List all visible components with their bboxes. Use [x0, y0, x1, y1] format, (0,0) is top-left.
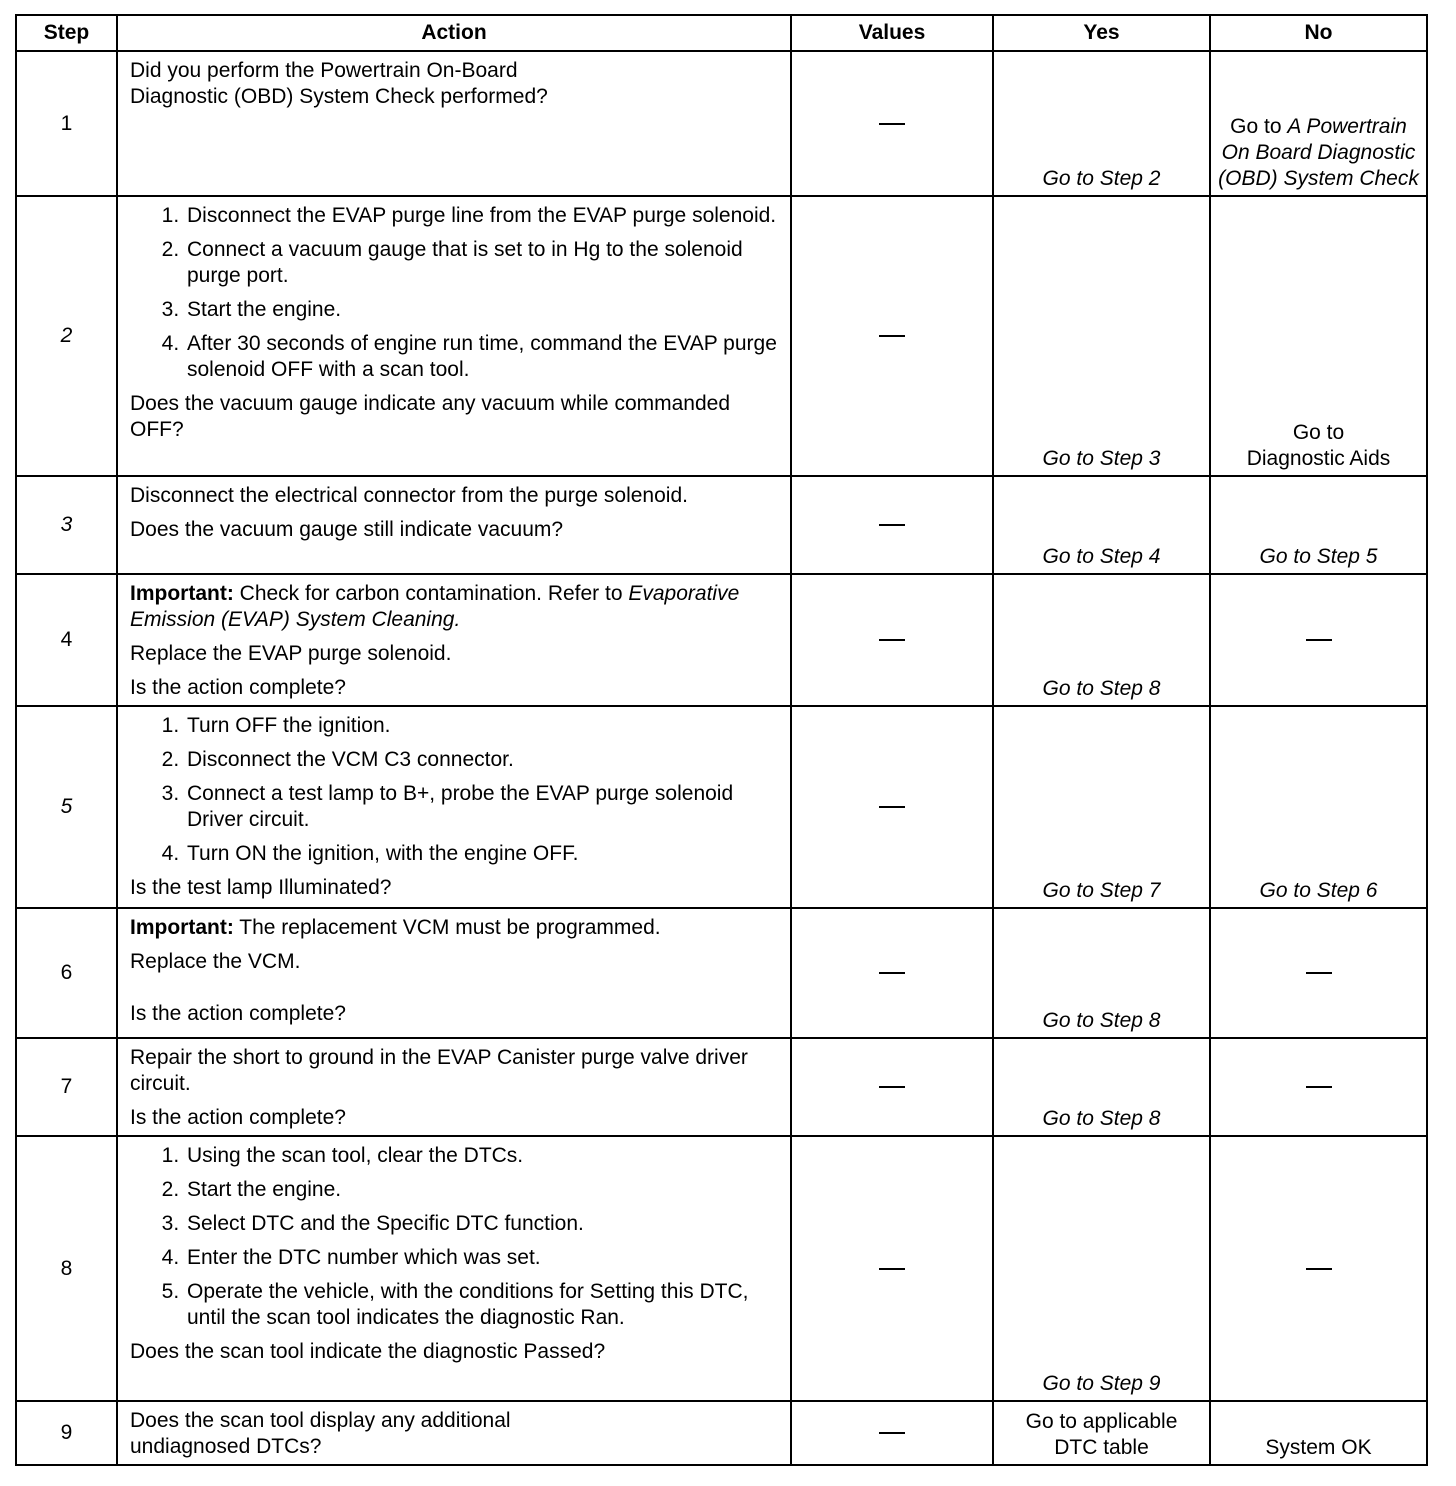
action-text: Replace the EVAP purge solenoid. — [130, 642, 452, 665]
action-item: 5. Operate the vehicle, with the conditions for Setting this DTC, until the scan tool indicates the diagnostic Ran. — [185, 1279, 780, 1331]
yes-cell — [993, 574, 1210, 706]
values-cell — [791, 706, 993, 908]
important-label: Important: — [130, 582, 234, 605]
action-list — [130, 1143, 780, 1331]
important-label: Important: — [130, 916, 234, 939]
no-cell — [1210, 196, 1427, 476]
dash-mark — [879, 335, 905, 337]
values-cell — [791, 1136, 993, 1401]
yes-result: Go to Step 7 — [1042, 879, 1161, 902]
values-cell — [791, 476, 993, 574]
no-result — [1211, 1256, 1426, 1282]
yes-cell — [993, 1136, 1210, 1401]
important-reference: Evaporative Emission (EVAP) System Cleaning. — [130, 582, 740, 631]
step-number: 5 — [16, 706, 117, 908]
values-cell — [791, 574, 993, 706]
action-question: Does the vacuum gauge still indicate vacuum? — [130, 518, 564, 541]
dash-mark — [879, 1432, 905, 1434]
no-result: Go to Step 6 — [1259, 879, 1378, 902]
table-row-step-6 — [16, 908, 1427, 1038]
action-cell — [117, 1136, 791, 1401]
yes-result: Go to Step 8 — [1042, 1009, 1161, 1032]
table-row-step-8 — [16, 1136, 1427, 1401]
action-cell — [117, 908, 791, 1038]
yes-result: Go to Step 9 — [1042, 1372, 1161, 1395]
spacer — [130, 983, 780, 1001]
dash-mark — [879, 524, 905, 526]
action-text: Did you perform the Powertrain On-Board Diagnostic (OBD) System Check performed? — [130, 59, 548, 108]
no-result — [1211, 960, 1426, 986]
yes-cell — [993, 908, 1210, 1038]
yes-result: Go to Step 2 — [1042, 167, 1161, 190]
values-cell — [791, 908, 993, 1038]
action-question: Does the scan tool display any additional undiagnosed DTCs? — [130, 1409, 511, 1458]
table-row-step-2 — [16, 196, 1427, 476]
no-result-line: Diagnostic Aids — [1246, 447, 1391, 470]
important-note — [130, 581, 750, 633]
yes-result: Go to applicable DTC table — [1025, 1410, 1178, 1459]
action-item: 3. Start the engine. — [185, 297, 780, 323]
step-number: 8 — [16, 1136, 117, 1401]
step-number: 9 — [16, 1401, 117, 1465]
no-cell — [1210, 574, 1427, 706]
action-item: 1. Using the scan tool, clear the DTCs. — [185, 1143, 780, 1169]
no-prefix: Go to — [1230, 115, 1288, 138]
step-number: 3 — [16, 476, 117, 574]
values-cell — [791, 51, 993, 196]
action-question: Is the test lamp Illuminated? — [130, 876, 392, 899]
no-result-line: Go to — [1292, 421, 1345, 444]
action-cell — [117, 1038, 791, 1136]
action-item: 4. After 30 seconds of engine run time, command the EVAP purge solenoid OFF with a scan tool. — [185, 331, 780, 383]
action-item: 2. Disconnect the VCM C3 connector. — [185, 747, 780, 773]
no-cell — [1210, 706, 1427, 908]
action-question: Does the scan tool indicate the diagnostic Passed? — [130, 1340, 606, 1363]
action-text: Repair the short to ground in the EVAP Canister purge valve driver circuit. — [130, 1046, 748, 1095]
no-cell — [1210, 476, 1427, 574]
dash-mark — [1306, 1086, 1332, 1088]
action-cell — [117, 476, 791, 574]
header-no: No — [1210, 15, 1427, 51]
step-number: 7 — [16, 1038, 117, 1136]
action-question: Is the action complete? — [130, 676, 346, 699]
diagnostic-table — [15, 14, 1428, 1466]
action-cell — [117, 51, 791, 196]
dash-mark — [1306, 1268, 1332, 1270]
yes-cell — [993, 1401, 1210, 1465]
action-item: 2. Start the engine. — [185, 1177, 780, 1203]
action-list — [130, 713, 780, 867]
yes-cell — [993, 706, 1210, 908]
dash-mark — [879, 972, 905, 974]
no-reference: A Powertrain On Board Diagnostic (OBD) System Check — [1218, 115, 1419, 190]
no-cell — [1210, 51, 1427, 196]
header-action: Action — [117, 15, 791, 51]
dash-mark — [879, 806, 905, 808]
action-text: Disconnect the electrical connector from the purge solenoid. — [130, 484, 688, 507]
action-cell — [117, 574, 791, 706]
table-row-step-5 — [16, 706, 1427, 908]
action-question: Does the vacuum gauge indicate any vacuum while commanded OFF? — [130, 392, 731, 441]
no-result — [1211, 1074, 1426, 1100]
table-row-step-9 — [16, 1401, 1427, 1465]
action-item: 4. Enter the DTC number which was set. — [185, 1245, 780, 1271]
action-item: 2. Connect a vacuum gauge that is set to in Hg to the solenoid purge port. — [185, 237, 780, 289]
action-question: Is the action complete? — [130, 1002, 346, 1025]
table-row-step-7 — [16, 1038, 1427, 1136]
no-result — [1211, 420, 1426, 472]
values-cell — [791, 1401, 993, 1465]
step-number: 2 — [16, 196, 117, 476]
yes-result: Go to Step 4 — [1042, 545, 1161, 568]
yes-cell — [993, 196, 1210, 476]
step-number: 4 — [16, 574, 117, 706]
values-cell — [791, 1038, 993, 1136]
step-number: 1 — [16, 51, 117, 196]
yes-cell — [993, 1038, 1210, 1136]
header-yes: Yes — [993, 15, 1210, 51]
action-cell — [117, 196, 791, 476]
table-row-step-3 — [16, 476, 1427, 574]
table-row-step-1 — [16, 51, 1427, 196]
no-cell — [1210, 908, 1427, 1038]
important-text: Check for carbon contamination. Refer to — [233, 582, 629, 605]
yes-result: Go to Step 3 — [1042, 447, 1161, 470]
dash-mark — [879, 1086, 905, 1088]
action-item: 1. Turn OFF the ignition. — [185, 713, 780, 739]
yes-result: Go to Step 8 — [1042, 1107, 1161, 1130]
no-result — [1211, 114, 1426, 192]
dash-mark — [879, 639, 905, 641]
no-result: System OK — [1265, 1436, 1372, 1459]
action-item: 3. Select DTC and the Specific DTC function. — [185, 1211, 780, 1237]
yes-cell — [993, 476, 1210, 574]
dash-mark — [879, 123, 905, 125]
dash-mark — [1306, 639, 1332, 641]
dash-mark — [879, 1268, 905, 1270]
action-text: Replace the VCM. — [130, 950, 301, 973]
important-text: The replacement VCM must be programmed. — [233, 916, 661, 939]
action-item: 4. Turn ON the ignition, with the engine OFF. — [185, 841, 780, 867]
yes-cell — [993, 51, 1210, 196]
action-cell — [117, 706, 791, 908]
values-cell — [791, 196, 993, 476]
no-result — [1211, 627, 1426, 653]
action-list — [130, 203, 780, 383]
action-cell — [117, 1401, 791, 1465]
yes-result: Go to Step 8 — [1042, 677, 1161, 700]
no-cell — [1210, 1401, 1427, 1465]
action-question: Is the action complete? — [130, 1106, 346, 1129]
important-note — [130, 915, 780, 941]
step-number: 6 — [16, 908, 117, 1038]
no-result: Go to Step 5 — [1259, 545, 1378, 568]
no-cell — [1210, 1038, 1427, 1136]
table-row-step-4 — [16, 574, 1427, 706]
action-item: 1. Disconnect the EVAP purge line from the EVAP purge solenoid. — [185, 203, 780, 229]
no-cell — [1210, 1136, 1427, 1401]
header-values: Values — [791, 15, 993, 51]
header-step: Step — [16, 15, 117, 51]
header-row — [16, 15, 1427, 51]
dash-mark — [1306, 972, 1332, 974]
action-item: 3. Connect a test lamp to B+, probe the EVAP purge solenoid Driver circuit. — [185, 781, 780, 833]
